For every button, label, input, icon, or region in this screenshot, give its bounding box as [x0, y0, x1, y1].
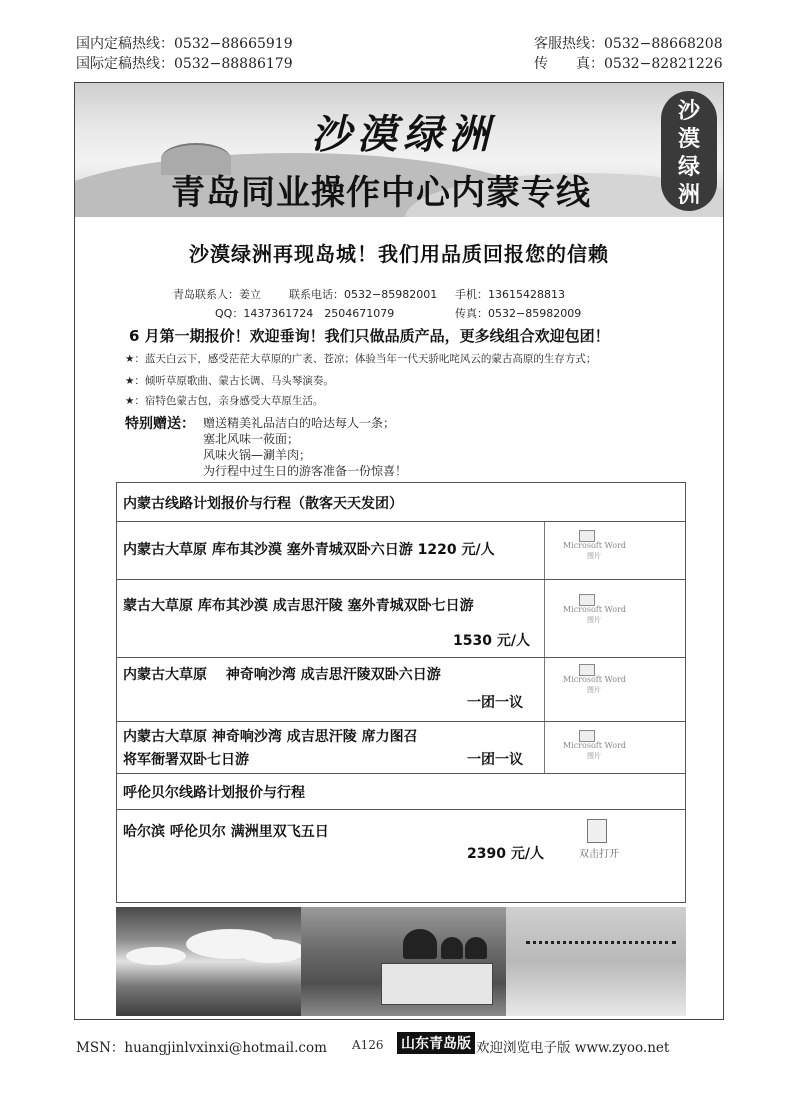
section-header [117, 774, 685, 810]
route-name: 蒙古大草原 库布其沙漠 成吉思汗陵 塞外青城双卧七日游 [123, 598, 474, 614]
word-object-icon[interactable] [563, 730, 633, 760]
slogan: 沙漠绿洲再现岛城！我们用品质回报您的信赖 [189, 242, 609, 266]
word-object-icon[interactable] [563, 594, 633, 624]
doc-sublabel: 图片 [587, 752, 601, 760]
divider [544, 722, 545, 773]
gift-item: 风味火锅—涮羊肉； [203, 448, 312, 462]
dome-shape [441, 937, 463, 959]
seal-char: 洲 [677, 182, 700, 208]
feature-line: ★：宿特色蒙古包，亲身感受大草原生活。 [125, 395, 324, 407]
section-title: 内蒙古线路计划报价与行程（散客天天发团） [123, 496, 403, 512]
section-header [117, 483, 685, 522]
ad-frame [74, 82, 724, 1020]
open-object-button[interactable] [579, 817, 639, 863]
domestic-hotline: 国内定稿热线：0532−88665919 [76, 36, 293, 52]
doc-sublabel: 图片 [587, 686, 601, 694]
divider [544, 658, 545, 721]
gift-item: 赠送精美礼品洁白的哈达每人一条； [203, 416, 396, 430]
divider [544, 522, 545, 579]
intl-hotline: 国际定稿热线：0532−88886179 [76, 56, 293, 72]
seal-char: 绿 [677, 154, 700, 180]
brand-seal [661, 91, 717, 211]
word-object-icon[interactable] [563, 530, 633, 560]
contact-qq: QQ：1437361724 2504671079 [215, 307, 395, 320]
website-link[interactable]: 欢迎浏览电子版 www.zyoo.net [476, 1040, 670, 1056]
doc-icon [587, 819, 607, 843]
route-table [116, 482, 686, 903]
banner-subtitle: 青岛同业操作中心内蒙专线 [171, 173, 591, 213]
gift-item: 为行程中过生日的游客准备一份惊喜！ [203, 464, 408, 478]
gift-item: 塞北风味一莜面； [203, 432, 300, 446]
dome-shape [465, 937, 487, 959]
route-price: 一团一议 [467, 752, 523, 768]
msn-contact: MSN：huangjinlvxinxi@hotmail.com [76, 1040, 327, 1056]
doc-label: Microsoft Word [563, 541, 626, 550]
banner-title: 沙漠绿洲 [311, 111, 495, 158]
seal-char: 漠 [677, 126, 700, 152]
table-row[interactable] [117, 580, 685, 658]
dome-shape [403, 929, 437, 959]
cloud-shape [236, 939, 301, 963]
feature-line: ★：蓝天白云下，感受茫茫大草原的广袤、苍凉；体验当年一代天骄叱咤风云的蒙古高原的生存方式； [125, 353, 597, 365]
edition-badge: 山东青岛版 [397, 1032, 475, 1054]
doc-sublabel: 图片 [587, 552, 601, 560]
notice: 6 月第一期报价！欢迎垂询！我们只做品质产品，更多线组合欢迎包团！ [129, 327, 610, 345]
contact-fax: 传真：0532−85982009 [455, 307, 582, 320]
camel-caravan-shape [526, 941, 676, 952]
route-price: 1530 元/人 [453, 633, 530, 649]
service-hotline: 客服热线：0532−88668208 [534, 36, 723, 52]
doc-sublabel: 图片 [587, 616, 601, 624]
doc-label: Microsoft Word [563, 605, 626, 614]
header-left [76, 34, 293, 74]
mausoleum-photo [301, 907, 506, 1016]
photo-strip [116, 907, 686, 1016]
header-right [534, 34, 723, 74]
feature-line: ★：倾听草原歌曲、蒙古长调、马头琴演奏。 [125, 375, 334, 387]
contact-phone: 联系电话：0532−85982001 [289, 288, 438, 301]
grassland-photo [116, 907, 301, 1016]
route-price: 一团一议 [467, 695, 523, 711]
open-label: 双击打开 [579, 849, 619, 860]
route-name: 哈尔滨 呼伦贝尔 满洲里双飞五日 [123, 824, 329, 840]
word-object-icon[interactable] [563, 664, 633, 694]
route-name: 内蒙古大草原 库布其沙漠 塞外青城双卧六日游 1220 元/人 [123, 542, 495, 558]
fax-line: 传 真：0532−82821226 [534, 56, 723, 72]
contact-mobile: 手机：13615428813 [455, 288, 565, 301]
doc-label: Microsoft Word [563, 741, 626, 750]
section-title: 呼伦贝尔线路计划报价与行程 [123, 785, 305, 801]
doc-label: Microsoft Word [563, 675, 626, 684]
route-name: 内蒙古大草原 神奇响沙湾 成吉思汗陵 席力图召 [123, 729, 418, 745]
seal-char: 沙 [677, 98, 700, 124]
banner [75, 83, 723, 217]
table-row[interactable] [117, 522, 685, 580]
route-price: 2390 元/人 [467, 846, 544, 862]
route-name: 内蒙古大草原 神奇响沙湾 成吉思汗陵双卧六日游 [123, 667, 441, 683]
divider [544, 580, 545, 657]
desert-photo [506, 907, 686, 1016]
cloud-shape [126, 947, 186, 965]
page-number: A126 [352, 1038, 384, 1052]
gift-label: 特别赠送： [125, 416, 195, 432]
contact-person: 青岛联系人：姜立 [173, 288, 261, 301]
table-row[interactable] [117, 722, 685, 774]
route-name-cont: 将军衙署双卧七日游 [123, 752, 249, 768]
building-shape [381, 963, 493, 1005]
table-row[interactable] [117, 658, 685, 722]
